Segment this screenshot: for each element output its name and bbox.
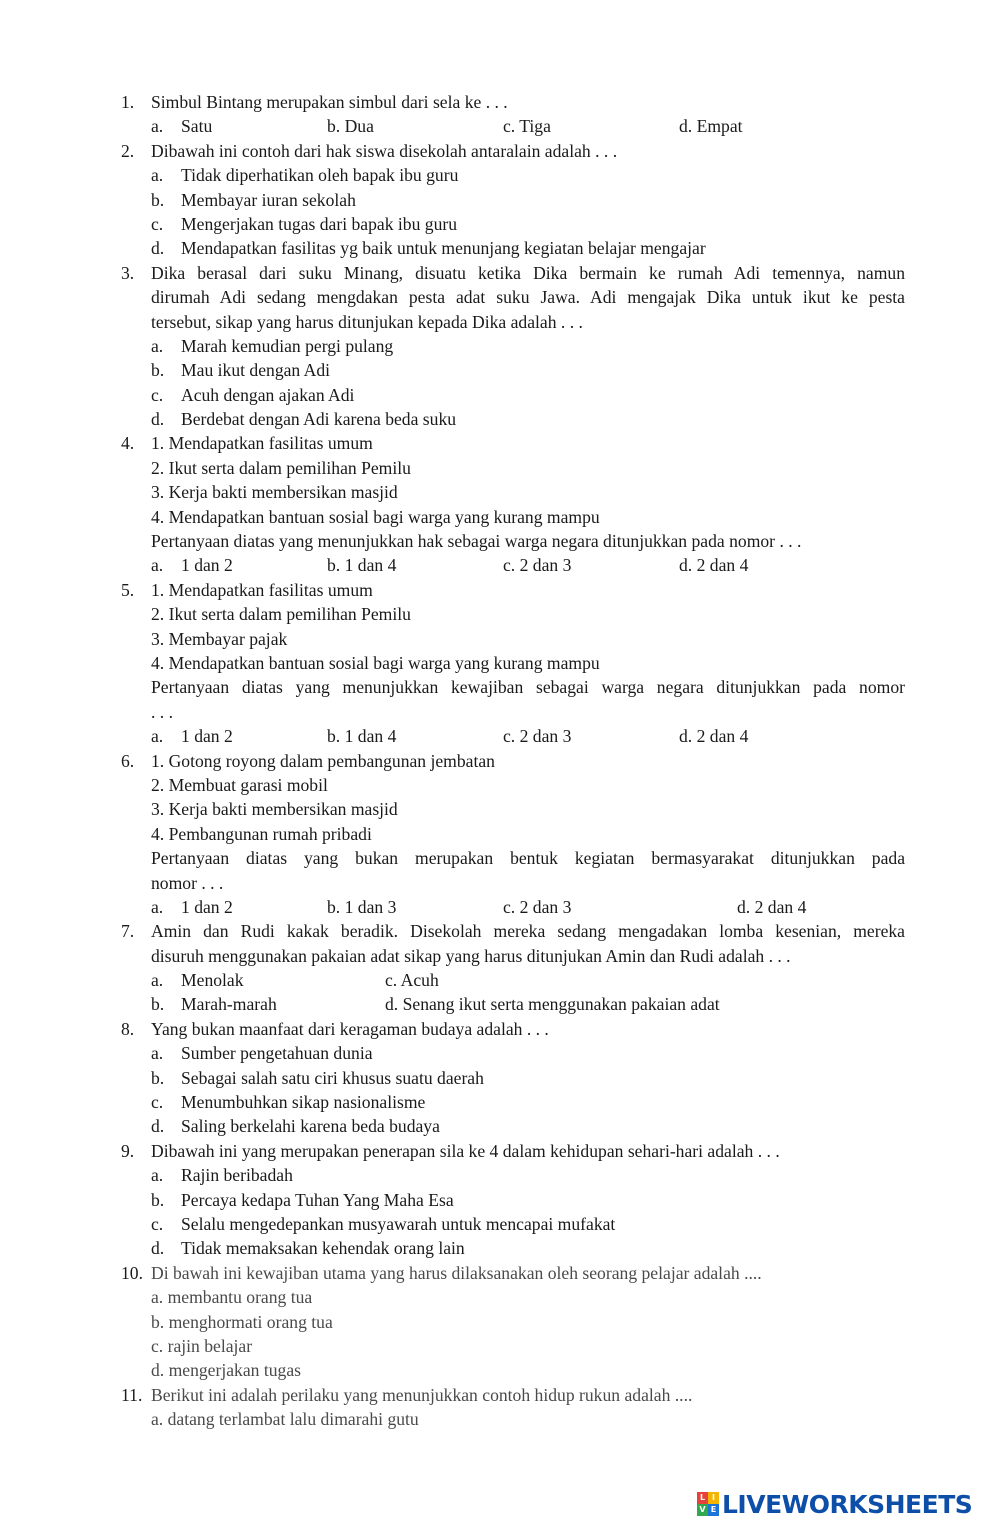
option-a-letter: a. <box>151 970 164 991</box>
liveworksheets-logo[interactable] <box>697 1489 972 1519</box>
option-letter: b. <box>151 360 165 381</box>
option-letter: c. <box>151 384 164 405</box>
question-5-item-1 <box>0 578 1000 602</box>
option-letter: a. <box>151 1043 164 1064</box>
question-3-stem-line-2 <box>0 285 1000 309</box>
question-5-options <box>0 724 1000 748</box>
option-b[interactable]: Marah-marah <box>181 994 277 1015</box>
option-b[interactable]: b. 1 dan 3 <box>327 896 397 917</box>
question-number: 9. <box>121 1140 135 1161</box>
option-c[interactable]: c. 2 dan 3 <box>503 555 572 576</box>
option-d[interactable]: d. 2 dan 4 <box>679 555 749 576</box>
option-text: a. membantu orang tua <box>151 1287 313 1308</box>
question-9-stem <box>0 1139 1000 1163</box>
question-4-prompt <box>0 529 1000 553</box>
question-3-option-d[interactable] <box>0 407 1000 431</box>
question-5-item-3 <box>0 627 1000 651</box>
question-4-item-1 <box>0 431 1000 455</box>
question-6-item-1 <box>0 749 1000 773</box>
question-text: Berikut ini adalah perilaku yang menunjukkan contoh hidup rukun adalah .... <box>151 1384 693 1405</box>
option-text: Membayar iuran sekolah <box>181 189 356 210</box>
option-c[interactable]: c. 2 dan 3 <box>503 896 572 917</box>
statement-item: 4. Mendapatkan bantuan sosial bagi warga yang kurang mampu <box>151 506 600 527</box>
option-letter: d. <box>151 238 165 259</box>
option-text: Tidak memaksakan kehendak orang lain <box>181 1238 465 1259</box>
question-2-option-d[interactable] <box>0 236 1000 260</box>
question-2-option-c[interactable] <box>0 212 1000 236</box>
question-text: nomor . . . <box>151 872 224 893</box>
option-text: a. datang terlambat lalu dimarahi gutu <box>151 1409 419 1430</box>
option-text: Selalu mengedepankan musyawarah untuk mencapai mufakat <box>181 1213 616 1234</box>
question-5-item-4 <box>0 651 1000 675</box>
question-text: Dibawah ini yang merupakan penerapan sila ke 4 dalam kehidupan sehari-hari adalah . . . <box>151 1140 780 1161</box>
question-10-option-a[interactable] <box>0 1285 1000 1309</box>
question-10-option-d[interactable] <box>0 1358 1000 1382</box>
option-text: Percaya kedapa Tuhan Yang Maha Esa <box>181 1189 454 1210</box>
question-3-stem-line-1 <box>0 261 1000 285</box>
option-letter: a. <box>151 165 164 186</box>
question-3-option-b[interactable] <box>0 358 1000 382</box>
option-text: Saling berkelahi karena beda budaya <box>181 1116 440 1137</box>
question-number: 8. <box>121 1018 135 1039</box>
question-1-stem <box>0 90 1000 114</box>
question-4-options <box>0 553 1000 577</box>
question-8-option-a[interactable] <box>0 1041 1000 1065</box>
question-text: tersebut, sikap yang harus ditunjukan kepada Dika adalah . . . <box>151 311 583 332</box>
question-number: 5. <box>121 579 135 600</box>
option-c[interactable]: c. Acuh <box>385 970 439 991</box>
option-letter: a. <box>151 335 164 356</box>
option-letter: c. <box>151 1213 164 1234</box>
question-7-stem-line-2 <box>0 944 1000 968</box>
option-b[interactable]: b. 1 dan 4 <box>327 555 397 576</box>
question-2-option-b[interactable] <box>0 188 1000 212</box>
option-text: Rajin beribadah <box>181 1165 293 1186</box>
question-9-option-b[interactable] <box>0 1188 1000 1212</box>
question-text: disuruh menggunakan pakaian adat sikap yang harus ditunjukan Amin dan Rudi adalah . . . <box>151 945 791 966</box>
brand-name: LIVEWORKSHEETS <box>722 1489 973 1519</box>
statement-item: 2. Membuat garasi mobil <box>151 774 328 795</box>
option-letter: b. <box>151 1067 165 1088</box>
question-4-item-3 <box>0 480 1000 504</box>
question-6-options <box>0 895 1000 919</box>
option-a[interactable]: 1 dan 2 <box>181 726 233 747</box>
statement-item: 4. Mendapatkan bantuan sosial bagi warga yang kurang mampu <box>151 652 600 673</box>
question-number: 7. <box>121 921 135 942</box>
question-5-prompt-line-2 <box>0 700 1000 724</box>
question-text: dirumah Adi sedang mengdakan pesta adat suku Jawa. Adi mengajak Dika untuk ikut ke pesta <box>151 287 905 308</box>
question-text: Pertanyaan diatas yang menunjukkan kewajiban sebagai warga negara ditunjukkan pada nomor <box>151 677 905 698</box>
question-6-item-2 <box>0 773 1000 797</box>
question-1-options <box>0 114 1000 138</box>
question-number: 3. <box>121 262 135 283</box>
question-number: 1. <box>121 92 135 112</box>
question-5-prompt-line-1 <box>0 675 1000 699</box>
statement-item: 3. Kerja bakti membersikan masjid <box>151 482 398 503</box>
option-text: d. mengerjakan tugas <box>151 1360 301 1381</box>
logo-tile-v: V <box>697 1504 708 1516</box>
option-a[interactable]: Menolak <box>181 970 244 991</box>
question-8-stem <box>0 1017 1000 1041</box>
option-c[interactable]: c. 2 dan 3 <box>503 726 572 747</box>
option-a-letter: a. <box>151 555 164 576</box>
question-9-option-c[interactable] <box>0 1212 1000 1236</box>
question-2-option-a[interactable] <box>0 163 1000 187</box>
question-text: Dika berasal dari suku Minang, disuatu ketika Dika bermain ke rumah Adi temennya, namun <box>151 262 905 283</box>
logo-tile-l: L <box>697 1492 708 1504</box>
question-5-item-2 <box>0 602 1000 626</box>
option-text: c. rajin belajar <box>151 1335 253 1356</box>
option-d[interactable]: d. Empat <box>679 116 743 137</box>
option-letter: b. <box>151 1189 165 1210</box>
question-8-option-c[interactable] <box>0 1090 1000 1114</box>
statement-item: 1. Gotong royong dalam pembangunan jembatan <box>151 750 495 771</box>
option-text: Mau ikut dengan Adi <box>181 360 331 381</box>
statement-item: 3. Kerja bakti membersikan masjid <box>151 799 398 820</box>
statement-item: 4. Pembangunan rumah pribadi <box>151 823 372 844</box>
question-number: 4. <box>121 433 135 454</box>
question-7-options-row-1 <box>0 968 1000 992</box>
question-text: Pertanyaan diatas yang menunjukkan hak sebagai warga negara ditunjukkan pada nomor . . . <box>151 531 802 552</box>
option-letter: c. <box>151 213 164 234</box>
question-9-option-d[interactable] <box>0 1236 1000 1260</box>
option-text: Mendapatkan fasilitas yg baik untuk menunjang kegiatan belajar mengajar <box>181 238 706 259</box>
question-7-stem-line-1 <box>0 919 1000 943</box>
option-a-letter: a. <box>151 896 164 917</box>
option-a[interactable]: 1 dan 2 <box>181 555 233 576</box>
option-b-letter: b. <box>151 994 165 1015</box>
option-text: Sumber pengetahuan dunia <box>181 1043 373 1064</box>
option-letter: a. <box>151 1165 164 1186</box>
option-b[interactable]: b. 1 dan 4 <box>327 726 397 747</box>
statement-item: 2. Ikut serta dalam pemilihan Pemilu <box>151 457 411 478</box>
question-text: Yang bukan maanfaat dari keragaman budaya adalah . . . <box>151 1018 549 1039</box>
option-text: Menumbuhkan sikap nasionalisme <box>181 1092 426 1113</box>
question-6-prompt-line-2 <box>0 871 1000 895</box>
option-b[interactable]: b. Dua <box>327 116 374 137</box>
question-text: Dibawah ini contoh dari hak siswa disekolah antaralain adalah . . . <box>151 140 618 161</box>
question-2-stem <box>0 139 1000 163</box>
option-a-letter: a. <box>151 116 164 137</box>
option-letter: b. <box>151 189 165 210</box>
option-letter: d. <box>151 1238 165 1259</box>
question-4-item-2 <box>0 456 1000 480</box>
option-text: Berdebat dengan Adi karena beda suku <box>181 409 457 430</box>
logo-tile-e: E <box>708 1504 719 1516</box>
statement-item: 3. Membayar pajak <box>151 628 288 649</box>
question-number: 6. <box>121 750 135 771</box>
option-letter: c. <box>151 1092 164 1113</box>
option-d[interactable]: d. 2 dan 4 <box>737 896 807 917</box>
question-6-item-3 <box>0 797 1000 821</box>
question-number: 10. <box>121 1262 143 1283</box>
liveworksheets-logo-icon <box>697 1492 719 1516</box>
question-10-option-c[interactable] <box>0 1334 1000 1358</box>
question-7-options-row-2 <box>0 992 1000 1016</box>
question-8-option-b[interactable] <box>0 1066 1000 1090</box>
question-6-item-4 <box>0 822 1000 846</box>
statement-item: 1. Mendapatkan fasilitas umum <box>151 579 373 600</box>
option-text: b. menghormati orang tua <box>151 1311 333 1332</box>
option-text: Acuh dengan ajakan Adi <box>181 384 355 405</box>
question-text: Pertanyaan diatas yang bukan merupakan bentuk kegiatan bermasyarakat ditunjukkan pada <box>151 848 905 869</box>
question-3-option-a[interactable] <box>0 334 1000 358</box>
question-10-option-b[interactable] <box>0 1310 1000 1334</box>
question-4-item-4 <box>0 505 1000 529</box>
question-number: 11. <box>121 1384 143 1405</box>
option-text: Mengerjakan tugas dari bapak ibu guru <box>181 213 458 234</box>
question-text: Amin dan Rudi kakak beradik. Disekolah mereka sedang mengadakan lomba kesenian, mereka <box>151 921 905 942</box>
question-number: 2. <box>121 140 135 161</box>
question-text: Simbul Bintang merupakan simbul dari sela ke . . . <box>151 92 508 112</box>
question-3-option-c[interactable] <box>0 383 1000 407</box>
statement-item: 1. Mendapatkan fasilitas umum <box>151 433 373 454</box>
option-a[interactable]: 1 dan 2 <box>181 896 233 917</box>
option-a[interactable]: Satu <box>181 116 213 137</box>
question-6-prompt-line-1 <box>0 846 1000 870</box>
worksheet <box>0 90 1000 1431</box>
option-text: Sebagai salah satu ciri khusus suatu daerah <box>181 1067 484 1088</box>
option-a-letter: a. <box>151 726 164 747</box>
option-text: Tidak diperhatikan oleh bapak ibu guru <box>181 165 459 186</box>
question-10-stem <box>0 1261 1000 1285</box>
option-d[interactable]: d. Senang ikut serta menggunakan pakaian adat <box>385 994 720 1015</box>
question-9-option-a[interactable] <box>0 1163 1000 1187</box>
question-3-stem-line-3 <box>0 310 1000 334</box>
question-text: Di bawah ini kewajiban utama yang harus dilaksanakan oleh seorang pelajar adalah .... <box>151 1262 762 1283</box>
question-11-stem <box>0 1383 1000 1407</box>
option-text: Marah kemudian pergi pulang <box>181 335 394 356</box>
statement-item: 2. Ikut serta dalam pemilihan Pemilu <box>151 604 411 625</box>
option-c[interactable]: c. Tiga <box>503 116 551 137</box>
question-8-option-d[interactable] <box>0 1114 1000 1138</box>
question-11-option-a[interactable] <box>0 1407 1000 1431</box>
logo-tile-i: I <box>708 1492 719 1504</box>
option-letter: d. <box>151 409 165 430</box>
option-letter: d. <box>151 1116 165 1137</box>
option-d[interactable]: d. 2 dan 4 <box>679 726 749 747</box>
question-text: . . . <box>151 701 173 722</box>
